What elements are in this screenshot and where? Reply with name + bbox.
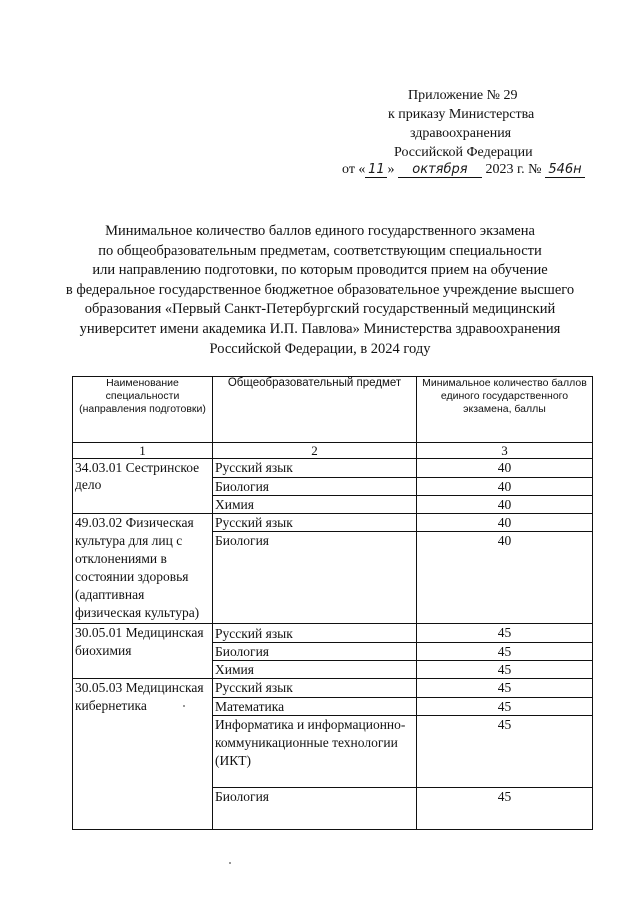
scan-speck bbox=[229, 862, 231, 864]
specialty-cell: 30.05.01 Медицинская биохимия bbox=[73, 624, 213, 679]
col-number-1: 1 bbox=[73, 443, 213, 459]
numbers-row bbox=[73, 443, 593, 459]
date-day: 11 bbox=[365, 162, 387, 178]
score-cell: 40 bbox=[417, 514, 593, 532]
table-row bbox=[73, 514, 593, 532]
title-line: Российской Федерации, в 2024 году bbox=[209, 340, 431, 357]
date-year: 2023 г. № bbox=[485, 162, 542, 177]
score-cell: 40 bbox=[417, 532, 593, 624]
title-line: по общеобразовательным предметам, соответствующим специальности bbox=[98, 242, 542, 259]
annex-title: Приложение № 29 bbox=[408, 88, 518, 103]
subject-cell: Биология bbox=[213, 788, 417, 830]
score-cell: 45 bbox=[417, 661, 593, 679]
title-line: в федеральное государственное бюджетное образовательное учреждение высшего bbox=[65, 281, 575, 298]
title-line: университет имени академика И.П. Павлова» Министерства здравоохранения bbox=[79, 320, 561, 337]
order-number: 546н bbox=[545, 162, 585, 178]
date-quote: » bbox=[387, 162, 395, 177]
header-subject: Общеобразовательный предмет bbox=[213, 377, 417, 443]
specialty-cell: 30.05.03 Медицинская кибернетика bbox=[73, 679, 213, 830]
annex-date-line bbox=[342, 160, 585, 179]
specialty-cell: 49.03.02 Физическая культура для лиц с отклонениями в состоянии здоровья (адаптивная физическая культура) bbox=[73, 514, 213, 624]
subject-cell: Биология bbox=[213, 478, 417, 496]
subject-cell: Химия bbox=[213, 496, 417, 514]
col-number-3: 3 bbox=[417, 443, 593, 459]
score-cell: 45 bbox=[417, 643, 593, 661]
header-specialty: Наименование специальности (направления подготовки) bbox=[73, 377, 213, 443]
header-score: Минимальное количество баллов единого государственного экзамена, баллы bbox=[417, 377, 593, 443]
header-row bbox=[73, 377, 593, 443]
subject-cell: Биология bbox=[213, 643, 417, 661]
table-row bbox=[73, 624, 593, 643]
subject-cell: Химия bbox=[213, 661, 417, 679]
date-month: октября bbox=[398, 162, 482, 178]
score-cell: 45 bbox=[417, 716, 593, 788]
subject-cell: Русский язык bbox=[213, 679, 417, 698]
title-line: или направлению подготовки, по которым проводится прием на обучение bbox=[92, 262, 548, 279]
col-number-2: 2 bbox=[213, 443, 417, 459]
score-cell: 45 bbox=[417, 624, 593, 643]
annex-country-line: Российской Федерации bbox=[394, 145, 533, 160]
scores-table bbox=[72, 376, 593, 830]
date-prefix: от « bbox=[342, 162, 366, 177]
subject-cell: Русский язык bbox=[213, 514, 417, 532]
table-row bbox=[73, 459, 593, 478]
title-line: образования «Первый Санкт-Петербургский государственный медицинский bbox=[84, 301, 556, 318]
annex-ministry-line: здравоохранения bbox=[410, 126, 512, 141]
document-title bbox=[60, 222, 580, 359]
scan-speck bbox=[183, 705, 185, 707]
score-cell: 40 bbox=[417, 459, 593, 478]
subject-cell: Математика bbox=[213, 698, 417, 716]
subject-cell: Русский язык bbox=[213, 624, 417, 643]
subject-cell: Русский язык bbox=[213, 459, 417, 478]
subject-cell: Биология bbox=[213, 532, 417, 624]
score-cell: 45 bbox=[417, 788, 593, 830]
specialty-cell: 34.03.01 Сестринское дело bbox=[73, 459, 213, 514]
score-cell: 45 bbox=[417, 698, 593, 716]
title-line: Минимальное количество баллов единого государственного экзамена bbox=[105, 223, 535, 239]
score-cell: 45 bbox=[417, 679, 593, 698]
score-cell: 40 bbox=[417, 478, 593, 496]
subject-cell: Информатика и информационно-коммуникационные технологии (ИКТ) bbox=[213, 716, 417, 788]
table-row bbox=[73, 679, 593, 698]
annex-order-line: к приказу Министерства bbox=[388, 107, 535, 122]
score-cell: 40 bbox=[417, 496, 593, 514]
